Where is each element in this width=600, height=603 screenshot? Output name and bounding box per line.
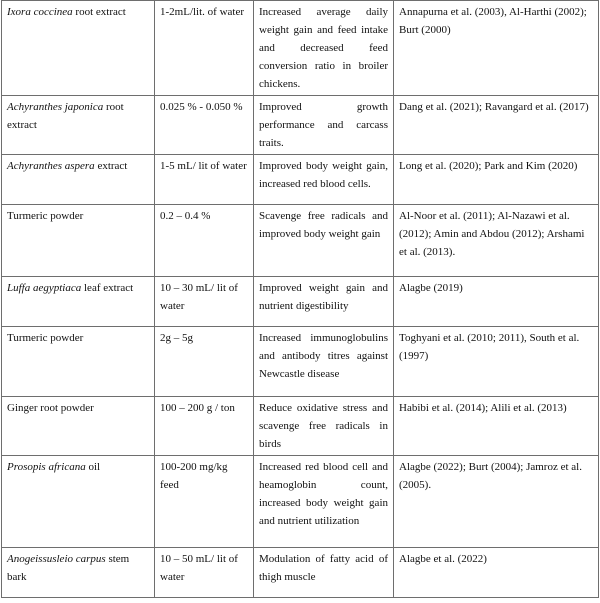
amount-cell: 1-2mL/lit. of water (155, 1, 254, 96)
references-cell: Alagbe et al. (2022) (394, 548, 599, 598)
source-cell (2, 456, 155, 548)
references-cell: Annapurna et al. (2003), Al-Harthi (2002); Burt (2000) (394, 1, 599, 96)
source-part: extract (94, 160, 128, 172)
source-cell (2, 155, 155, 205)
source-cell (2, 548, 155, 598)
table-row (2, 548, 599, 598)
table-row (2, 205, 599, 277)
additives-table (1, 0, 599, 598)
table-row (2, 397, 599, 456)
source-cell (2, 397, 155, 456)
references-cell: Alagbe (2019) (394, 277, 599, 327)
amount-cell: 10 – 50 mL/ lit of water (155, 548, 254, 598)
amount-cell: 100-200 mg/kg feed (155, 456, 254, 548)
amount-cell: 0.025 % - 0.050 % (155, 96, 254, 155)
references-cell: Toghyani et al. (2010; 2011), South et al. (1997) (394, 327, 599, 397)
source-part: root extract (72, 6, 126, 18)
table-row (2, 327, 599, 397)
source-name: Luffa aegyptiaca (7, 282, 82, 294)
table-row (2, 277, 599, 327)
effect-cell: Reduce oxidative stress and scavenge free radicals in birds (254, 397, 394, 456)
source-name: Ixora coccinea (7, 6, 73, 18)
table-row (2, 96, 599, 155)
table-body (2, 1, 599, 598)
amount-cell: 10 – 30 mL/ lit of water (155, 277, 254, 327)
effect-cell: Modulation of fatty acid of thigh muscle (254, 548, 394, 598)
effect-cell: Scavenge free radicals and improved body weight gain (254, 205, 394, 277)
source-cell (2, 1, 155, 96)
references-cell: Long et al. (2020); Park and Kim (2020) (394, 155, 599, 205)
amount-cell: 0.2 – 0.4 % (155, 205, 254, 277)
amount-cell: 2g – 5g (155, 327, 254, 397)
effect-cell: Increased red blood cell and heamoglobin count, increased body weight gain and nutrient utilization (254, 456, 394, 548)
source-cell (2, 205, 155, 277)
effect-cell: Improved growth performance and carcass traits. (254, 96, 394, 155)
table-row (2, 155, 599, 205)
references-cell: Habibi et al. (2014); Alili et al. (2013) (394, 397, 599, 456)
references-cell: Alagbe (2022); Burt (2004); Jamroz et al. (2005). (394, 456, 599, 548)
source-cell (2, 327, 155, 397)
source-name: Prosopis africana (7, 461, 86, 473)
effect-cell: Increased average daily weight gain and feed intake and decreased feed conversion ratio in broiler chickens. (254, 1, 394, 96)
source-cell (2, 96, 155, 155)
source-part: leaf extract (81, 282, 134, 294)
amount-cell: 1-5 mL/ lit of water (155, 155, 254, 205)
table-row (2, 456, 599, 548)
source-name: Achyranthes aspera (7, 160, 95, 172)
source-part: root extract (7, 101, 124, 131)
effect-cell: Improved body weight gain, increased red blood cells. (254, 155, 394, 205)
references-cell: Dang et al. (2021); Ravangard et al. (2017) (394, 96, 599, 155)
source-part: oil (85, 461, 101, 473)
source-cell (2, 277, 155, 327)
source-part: stem bark (7, 553, 130, 583)
source-name: Turmeric powder (7, 210, 84, 222)
references-cell: Al-Noor et al. (2011); Al-Nazawi et al. (2012); Amin and Abdou (2012); Arshami et al. (2013). (394, 205, 599, 277)
source-name: Turmeric powder (7, 332, 84, 344)
source-name: Ginger root powder (7, 402, 94, 414)
source-name: Achyranthes japonica (7, 101, 104, 113)
table-row (2, 1, 599, 96)
effect-cell: Improved weight gain and nutrient digestibility (254, 277, 394, 327)
amount-cell: 100 – 200 g / ton (155, 397, 254, 456)
source-name: Anogeissusleio carpus (7, 553, 106, 565)
effect-cell: Increased immunoglobulins and antibody titres against Newcastle disease (254, 327, 394, 397)
